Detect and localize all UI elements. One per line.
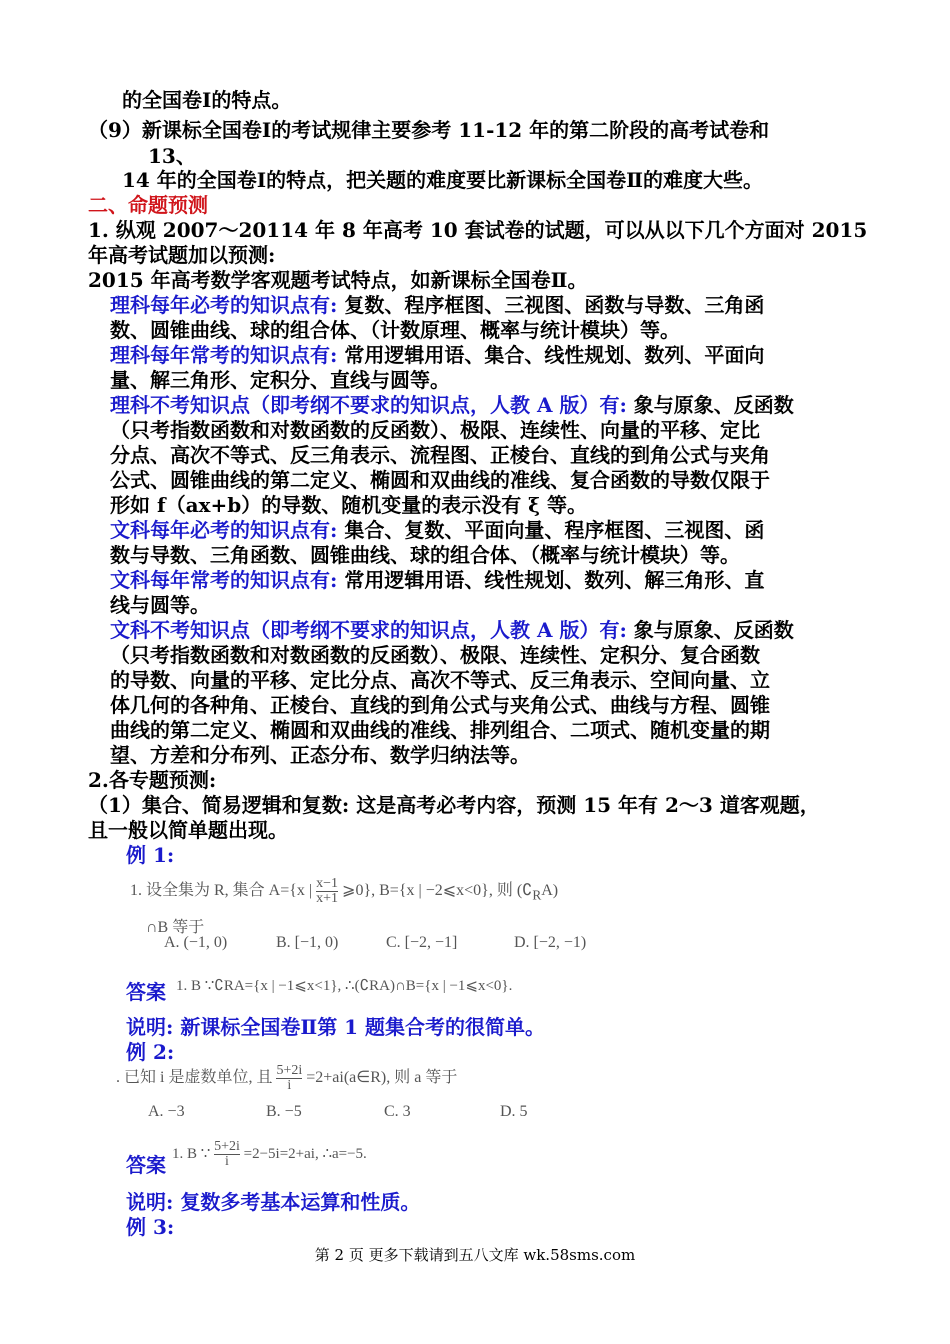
arts-excluded-label: 文科不考知识点（即考纲不要求的知识点，人教 A 版）有:: [110, 618, 627, 642]
text-line: 公式、圆锥曲线的第二定义、椭圆和双曲线的准线、复合函数的导数仅限于: [110, 468, 770, 492]
example2-question: [116, 1064, 457, 1093]
answer-label: 答案: [126, 1153, 166, 1177]
text-span: 象与原象、反函数: [626, 393, 794, 417]
option-b: B. [−1, 0): [276, 934, 339, 951]
arts-required-label: 文科每年必考的知识点有:: [110, 518, 338, 542]
text-line: 年高考试题加以预测:: [88, 243, 276, 267]
note-text: 说明: 新课标全国卷Ⅱ第 1 题集合考的很简单。: [126, 1015, 546, 1039]
text-line: 13、: [148, 144, 196, 168]
fraction-numerator: 5+2i: [276, 1063, 303, 1078]
text-line: 体几何的各种角、正棱台、直线的到角公式与夹角公式、曲线与方程、圆锥: [110, 693, 770, 717]
example2-answer: [172, 1140, 367, 1169]
text-line: 2.各专题预测:: [88, 768, 217, 792]
text-line: 线与圆等。: [110, 593, 210, 617]
example-label: 例 1:: [126, 843, 175, 867]
example-label: 例 3:: [126, 1215, 175, 1239]
fraction: [214, 1140, 240, 1169]
fraction-numerator: 5+2i: [214, 1139, 240, 1154]
example1-question: [130, 877, 558, 906]
example1-answer: 1. B ∵∁RA={x | −1⩽x<1}, ∴(∁RA)∩B={x | −1⩽x<0}.: [176, 978, 513, 994]
page-footer: 第 2 页 更多下载请到五八文库 wk.58sms.com: [314, 1246, 636, 1264]
math-text: 1. 设全集为 R, 集合 A={x |: [130, 882, 313, 900]
fraction-numerator: x−1: [316, 876, 339, 891]
text-line: 的导数、向量的平移、定比分点、高次不等式、反三角表示、空间向量、立: [110, 668, 770, 692]
text-line: 形如 f（ax+b）的导数、随机变量的表示没有 ξ 等。: [110, 493, 587, 517]
math-subscript: R: [532, 887, 542, 903]
science-common-label: 理科每年常考的知识点有:: [110, 343, 338, 367]
example1-question-cont: ∩B 等于: [146, 919, 205, 936]
fraction: [276, 1064, 302, 1093]
arts-common-label: 文科每年常考的知识点有:: [110, 568, 338, 592]
text-line: （只考指数函数和对数函数的反函数）、极限、连续性、向量的平移、定比: [110, 418, 760, 442]
text-line: 且一般以简单题出现。: [88, 818, 288, 842]
arts-excluded-line: [110, 618, 794, 642]
science-common-line: [110, 343, 764, 367]
math-text: ⩾0}, B={x | −2⩽x<0}, 则 (∁: [342, 882, 533, 900]
note-text: 说明: 复数多考基本运算和性质。: [126, 1190, 421, 1214]
science-excluded-line: [110, 393, 794, 417]
option-a: A. (−1, 0): [164, 934, 228, 951]
option-d: D. 5: [500, 1103, 528, 1120]
text-line: 曲线的第二定义、椭圆和双曲线的准线、排列组合、二项式、随机变量的期: [110, 718, 770, 742]
text-line: 2015 年高考数学客观题考试特点，如新课标全国卷Ⅱ。: [88, 268, 588, 292]
fraction: [316, 877, 338, 906]
math-text: =2−5i=2+ai, ∴a=−5.: [243, 1145, 367, 1162]
text-line: 量、解三角形、定积分、直线与圆等。: [110, 368, 450, 392]
math-text: . 已知 i 是虚数单位, 且: [116, 1069, 273, 1087]
text-line: 的全国卷Ⅰ的特点。: [122, 88, 292, 112]
option-b: B. −5: [266, 1103, 302, 1120]
text-span: 复数、程序框图、三视图、函数与导数、三角函: [337, 293, 765, 317]
option-a: A. −3: [148, 1103, 185, 1120]
science-required-line: [110, 293, 764, 317]
fraction-denominator: i: [225, 1154, 229, 1169]
fraction-denominator: i: [287, 1078, 292, 1093]
section-title: 二、命题预测: [88, 193, 208, 217]
text-line: 望、方差和分布列、正态分布、数学归纳法等。: [110, 743, 530, 767]
text-line: 分点、高次不等式、反三角表示、流程图、正棱台、直线的到角公式与夹角: [110, 443, 770, 467]
answer-label: 答案: [126, 980, 166, 1004]
arts-required-line: [110, 518, 764, 542]
text-line: 1. 纵观 2007～20114 年 8 年高考 10 套试卷的试题，可以从以下几个方面对 2015: [88, 218, 868, 242]
text-line: 14 年的全国卷Ⅰ的特点，把关题的难度要比新课标全国卷Ⅱ的难度大些。: [122, 168, 764, 192]
example-label: 例 2:: [126, 1040, 175, 1064]
arts-common-line: [110, 568, 764, 592]
text-span: 常用逻辑用语、线性规划、数列、解三角形、直: [337, 568, 765, 592]
option-c: C. [−2, −1]: [386, 934, 458, 951]
option-d: D. [−2, −1): [514, 934, 587, 951]
text-span: 象与原象、反函数: [626, 618, 794, 642]
math-text: A): [541, 882, 559, 900]
text-span: 常用逻辑用语、集合、线性规划、数列、平面向: [337, 343, 765, 367]
text-line: 数、圆锥曲线、球的组合体、（计数原理、概率与统计模块）等。: [110, 318, 680, 342]
text-line: （1）集合、简易逻辑和复数: 这是高考必考内容，预测 15 年有 2～3 道客观题，: [88, 793, 820, 817]
option-c: C. 3: [384, 1103, 411, 1120]
text-line: （只考指数函数和对数函数的反函数）、极限、连续性、定积分、复合函数: [110, 643, 760, 667]
text-line: 数与导数、三角函数、圆锥曲线、球的组合体、（概率与统计模块）等。: [110, 543, 740, 567]
text-line: （9）新课标全国卷Ⅰ的考试规律主要参考 11-12 年的第二阶段的高考试卷和: [88, 118, 770, 142]
text-span: 集合、复数、平面向量、程序框图、三视图、函: [337, 518, 765, 542]
science-required-label: 理科每年必考的知识点有:: [110, 293, 338, 317]
science-excluded-label: 理科不考知识点（即考纲不要求的知识点，人教 A 版）有:: [110, 393, 627, 417]
math-text: =2+ai(a∈R), 则 a 等于: [306, 1069, 458, 1087]
math-text: 1. B ∵: [172, 1145, 211, 1162]
fraction-denominator: x+1: [316, 891, 339, 906]
